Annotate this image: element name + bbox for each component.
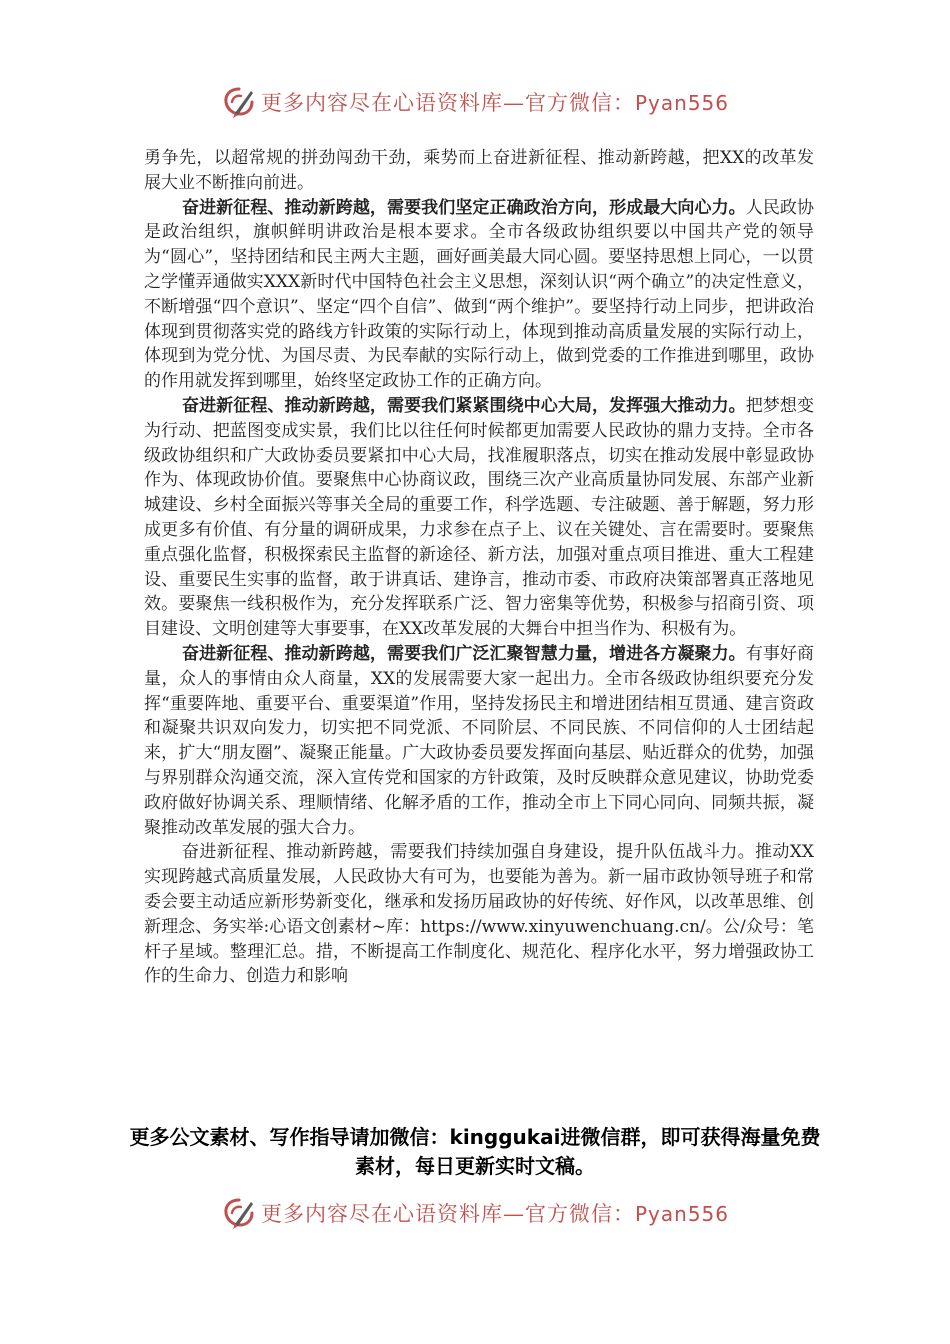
paragraph-lead: 奋进新征程、推动新跨越，需要我们广泛汇聚智慧力量，增进各方凝聚力。 xyxy=(182,643,746,664)
paragraph: 奋进新征程、推动新跨越，需要我们广泛汇聚智慧力量，增进各方凝聚力。有事好商量，众人的事情由众人商量，XX的发展需要大家一起出力。全市各级政协组织要充分发挥“重要阵地、重要平台、重要渠道”作用，坚持发扬民主和增进团结相互贯通、建言资政和凝聚共识双向发力，切实把不同党派、不同阶层、不同民族、不同信仰的人士团结起来，扩大“朋友圈”、凝聚正能量。广大政协委员要发挥面向基层、贴近群众的优势，加强与界别群众沟通交流，深入宣传党和国家的方针政策，及时反映群众意见建议，协助党委政府做好协调关系、理顺情绪、化解矛盾的工作，推动全市上下同心同向、同频共振，凝聚推动改革发展的强大合力。 xyxy=(144,643,814,838)
paragraph: 奋进新征程、推动新跨越，需要我们坚定正确政治方向，形成最大向心力。人民政协是政治组织，旗帜鲜明讲政治是根本要求。全市各级政协组织要以中国共产党的领导为“圆心”，坚持团结和民主两大主题，画好画美最大同心圆。要坚持思想上同心，一以贯之学懂弄通做实XXX新时代中国特色社会主义思想，深刻认识“两个确立”的决定性意义，不断增强“四个意识”、坚定“四个自信”、做到“两个维护”。要坚持行动上同步，把讲政治体现到贯彻落实党的路线方针政策的实际行动上，体现到推动高质量发展的实际行动上，体现到为党分忧、为国尽责、为民奉献的实际行动上，做到党委的工作推进到哪里，政协的作用就发挥到哪里，始终坚定政协工作的正确方向。 xyxy=(144,197,814,392)
footer-banner xyxy=(0,1193,950,1233)
paragraph: 奋进新征程、推动新跨越，需要我们持续加强自身建设，提升队伍战斗力。推动XX实现跨越式高质量发展，人民政协大有可为，也要能为善为。新一届市政协领导班子和常委会要主动适应新形势新变化，继承和发扬历届政协的好传统、好作风，以改革思维、创新理念、务实举:心语文创素材~库：https://www.xinyuwenchuang.cn/。公/众号：笔杆子星域。整理汇总。措，不断提高工作制度化、规范化、程序化水平，努力增强政协工作的生命力、创造力和影响 xyxy=(144,842,814,987)
header-banner-text: 更多内容尽在心语资料库—官方微信：Pyan556 xyxy=(260,91,729,115)
header-banner xyxy=(0,82,950,122)
paragraph-lead: 奋进新征程、推动新跨越，需要我们坚定正确政治方向，形成最大向心力。 xyxy=(182,197,746,218)
footer-promo-note: 更多公文素材、写作指导请加微信：kinggukai进微信群，即可获得海量免费素材，每日更新实时文稿。 xyxy=(129,1125,821,1178)
paragraph: 奋进新征程、推动新跨越，需要我们紧紧围绕中心大局，发挥强大推动力。把梦想变为行动、把蓝图变成实景，我们比以往任何时候都更加需要人民政协的鼎力支持。全市各级政协组织和广大政协委员要紧扣中心大局，找准履职落点，切实在推动发展中彰显政协作为、体现政协价值。要聚焦中心协商议政，围绕三次产业高质量协同发展、东部产业新城建设、乡村全面振兴等事关全局的重要工作，科学选题、专注破题、善于解题，努力形成更多有价值、有分量的调研成果，力求参在点子上、议在关键处、言在需要时。要聚焦重点强化监督，积极探索民主监督的新途径、新方法，加强对重点项目推进、重大工程建设、重要民生实事的监督，敢于讲真话、建诤言，推动市委、市政府决策部署真正落地见效。要聚焦一线积极作为，充分发挥联系广泛、智力密集等优势，积极参与招商引资、项目建设、文明创建等大事要事，在XX改革发展的大舞台中担当作为、积极有为。 xyxy=(144,395,814,640)
footer-banner-text: 更多内容尽在心语资料库—官方微信：Pyan556 xyxy=(260,1202,729,1226)
pen-swirl-logo-icon xyxy=(221,84,257,120)
paragraph-lead: 奋进新征程、推动新跨越，需要我们紧紧围绕中心大局，发挥强大推动力。 xyxy=(182,395,746,416)
pen-swirl-logo-icon xyxy=(221,1195,257,1231)
article-body xyxy=(144,146,814,989)
paragraph: 勇争先，以超常规的拼劲闯劲干劲，乘势而上奋进新征程、推动新跨越，把XX的改革发展大业不断推向前进。 xyxy=(144,148,814,193)
